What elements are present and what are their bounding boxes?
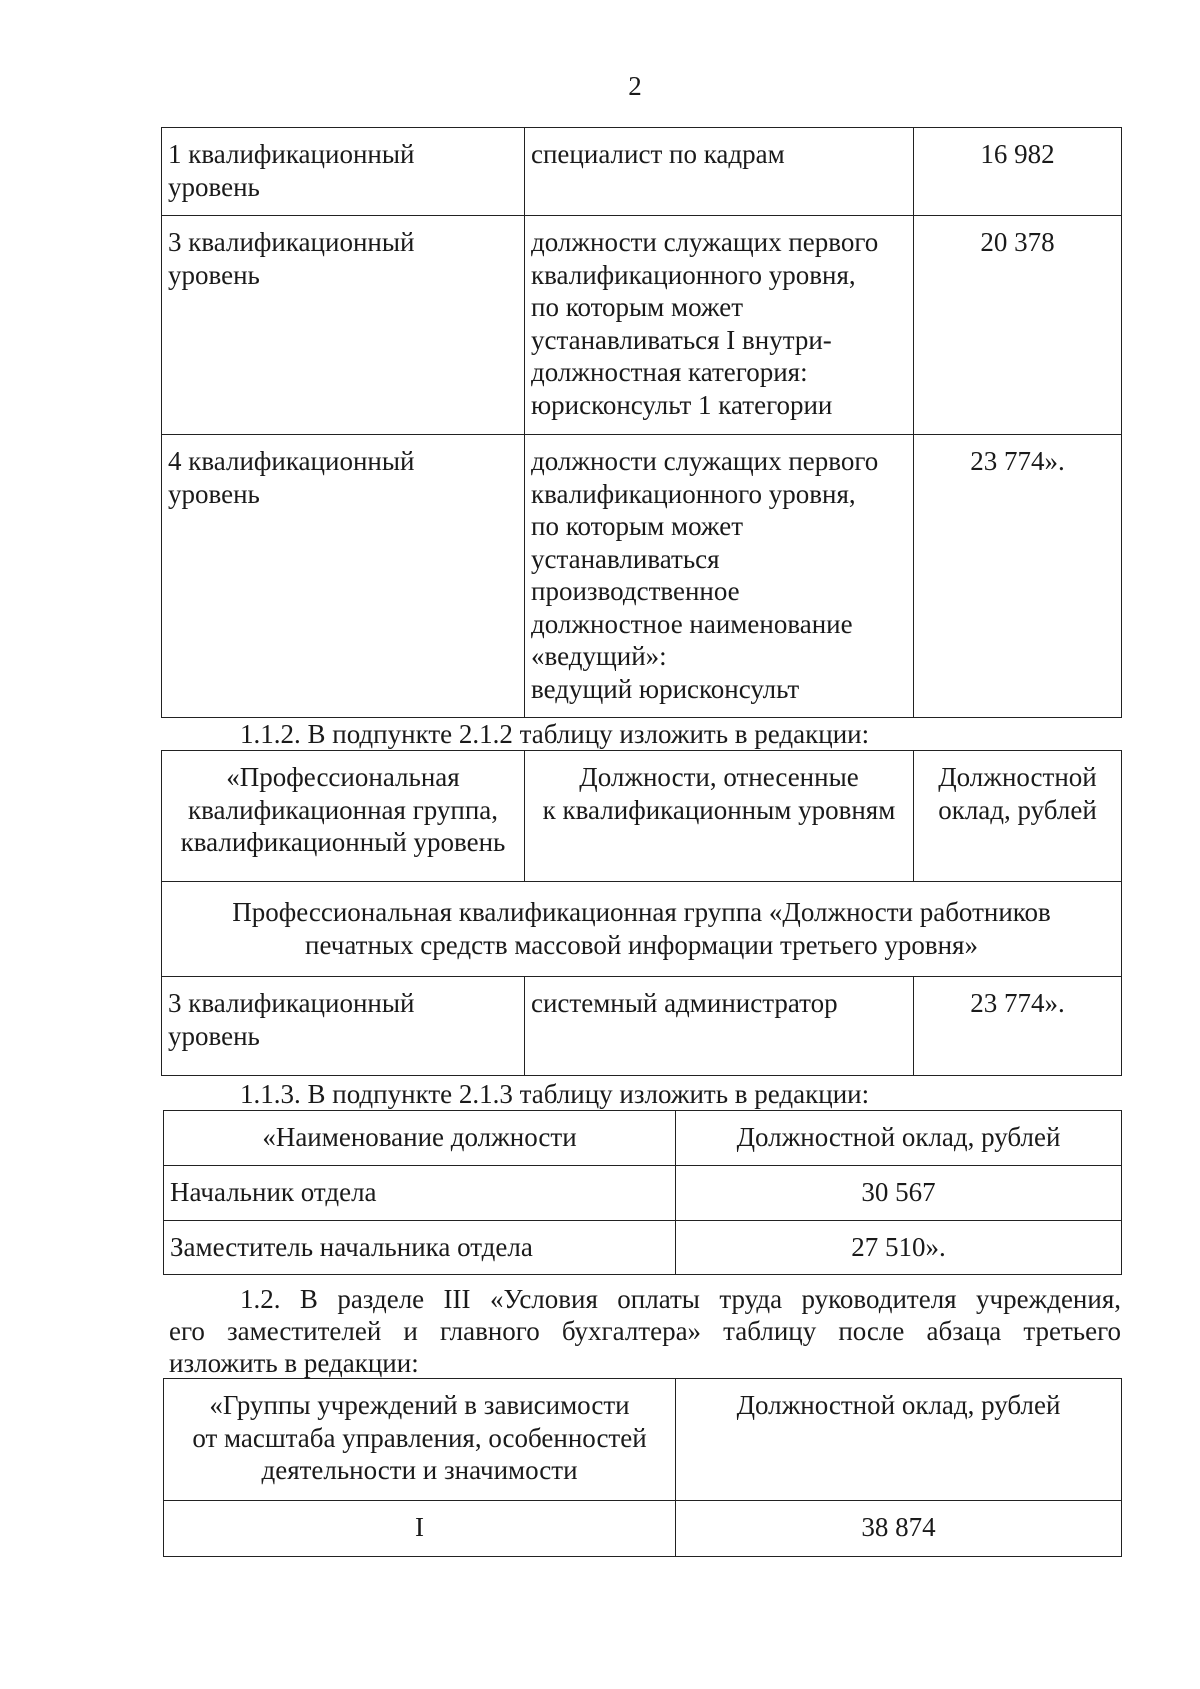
page-number: 2	[628, 71, 642, 101]
institution-group-cell: I	[415, 1512, 424, 1542]
table-row	[164, 1166, 1122, 1221]
table-row	[164, 1501, 1122, 1557]
positions-cell: системный администратор	[531, 988, 838, 1018]
table-header-row	[164, 1379, 1122, 1501]
institution-groups-table	[163, 1378, 1122, 1557]
paragraph-1-2-line: его заместителей и главного бухгалтера» таблицу после абзаца третьего	[169, 1316, 1121, 1346]
column-header: Должностной оклад, рублей	[736, 1390, 1061, 1420]
column-header: Должности, отнесенные к квалификационным уровням	[542, 762, 896, 825]
table-row	[162, 977, 1122, 1076]
table-header-row	[164, 1111, 1122, 1166]
column-header: Должностной оклад, рублей	[938, 762, 1097, 825]
qualification-level-cell: 1 квалификационный уровень	[168, 139, 415, 202]
position-name-cell: Заместитель начальника отдела	[170, 1232, 533, 1262]
salary-cell: 16 982	[980, 139, 1055, 169]
qualification-table-2	[161, 750, 1122, 1076]
salary-cell: 23 774».	[970, 446, 1065, 476]
positions-cell: должности служащих первого квалификационного уровня, по которым может устанавливаться производственное должностное наименование «ведущий»: ведущий юрисконсульт	[531, 446, 879, 704]
salary-cell: 20 378	[980, 227, 1055, 257]
table-row	[164, 1221, 1122, 1275]
positions-cell: должности служащих первого квалификационного уровня, по которым может устанавливаться I внутри- должностная категория: юрисконсульт 1 категории	[531, 227, 879, 420]
table-row	[162, 435, 1122, 718]
salary-cell: 27 510».	[851, 1232, 946, 1262]
paragraph-1-2-line: изложить в редакции:	[169, 1348, 419, 1378]
column-header: «Профессиональная квалификационная группа, квалификационный уровень	[180, 762, 506, 857]
paragraph-1-1-3: 1.1.3. В подпункте 2.1.3 таблицу изложить в редакции:	[240, 1079, 870, 1109]
qualification-table-1	[161, 127, 1122, 718]
column-header: «Группы учреждений в зависимости от масштаба управления, особенностей деятельности и значимости	[192, 1390, 647, 1485]
salary-cell: 38 874	[861, 1512, 936, 1542]
table-row	[162, 216, 1122, 435]
table-row	[162, 128, 1122, 216]
qualification-level-cell: 4 квалификационный уровень	[168, 446, 415, 509]
salary-cell: 30 567	[861, 1177, 936, 1207]
column-header: Должностной оклад, рублей	[736, 1122, 1061, 1152]
group-row	[162, 882, 1122, 977]
positions-salary-table	[163, 1110, 1122, 1275]
qualification-level-cell: 3 квалификационный уровень	[168, 988, 415, 1051]
paragraph-1-1-2: 1.1.2. В подпункте 2.1.2 таблицу изложить в редакции:	[240, 719, 870, 749]
column-header: «Наименование должности	[262, 1122, 577, 1152]
qualification-level-cell: 3 квалификационный уровень	[168, 227, 415, 290]
paragraph-1-2-line: 1.2. В разделе III «Условия оплаты труда руководителя учреждения,	[240, 1284, 1121, 1314]
positions-cell: специалист по кадрам	[531, 139, 785, 169]
position-name-cell: Начальник отдела	[170, 1177, 377, 1207]
professional-group-title: Профессиональная квалификационная группа «Должности работников печатных средств массовой информации третьего уровня»	[232, 897, 1051, 960]
table-header-row	[162, 751, 1122, 882]
salary-cell: 23 774».	[970, 988, 1065, 1018]
